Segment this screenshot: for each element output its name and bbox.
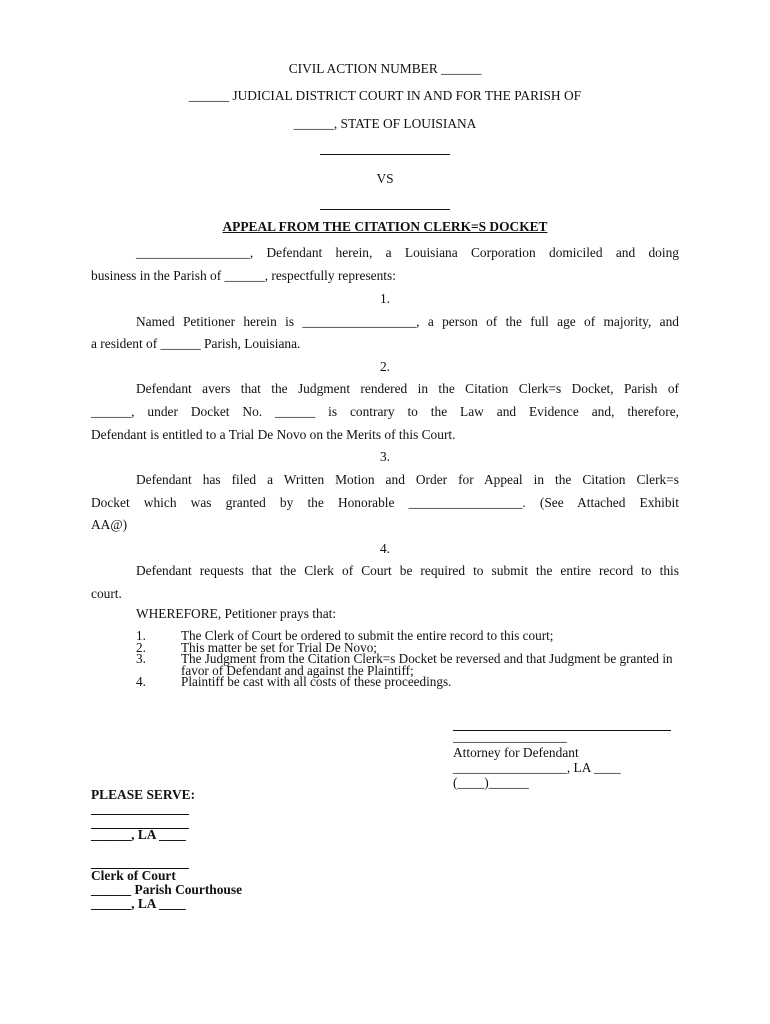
section-1-line-2: a resident of ______ Parish, Louisiana. <box>91 336 301 351</box>
section-3-line-3: AA@) <box>91 517 128 532</box>
section-1-line-1: Named Petitioner herein is _________________, a person of the full age of majority, and <box>136 314 679 329</box>
civil-action-number: CIVIL ACTION NUMBER ______ <box>288 61 482 76</box>
defendant-blank-line <box>320 209 450 210</box>
prayer-item-4 <box>136 676 696 688</box>
wherefore-clause: WHEREFORE, Petitioner prays that: <box>136 606 337 621</box>
clerk-label: Clerk of Court <box>91 868 176 883</box>
prayer-item-3 <box>136 653 696 676</box>
serve-name-line <box>91 814 189 815</box>
section-number-3: 3. <box>379 449 391 464</box>
prayer-text: The Clerk of Court be ordered to submit the entire record to this court; <box>181 628 554 643</box>
intro-line-1: _________________, Defendant herein, a Louisiana Corporation domiciled and doing <box>136 245 679 260</box>
prayer-text: This matter be set for Trial De Novo; <box>181 639 377 655</box>
prayer-text: Plaintiff be cast with all costs of these proceedings. <box>181 674 452 689</box>
prayer-number: 4. <box>136 674 146 689</box>
section-2-line-3: Defendant is entitled to a Trial De Novo on the Merits of this Court. <box>91 427 456 442</box>
section-number-4: 4. <box>379 541 391 556</box>
plaintiff-blank-line <box>320 154 450 155</box>
clerk-courthouse: ______ Parish Courthouse <box>91 882 243 897</box>
signature-name-blank: _________________ <box>453 729 567 744</box>
clerk-city: ______, LA ____ <box>91 896 186 911</box>
section-number-2: 2. <box>379 359 391 374</box>
state-heading: ______, STATE OF LOUISIANA <box>293 116 477 131</box>
section-number-1: 1. <box>379 291 391 306</box>
prayer-text: The Judgment from the Citation Clerk=s Docket be reversed and that Judgment be granted in favor of Defendant and against the Plaintiff; <box>181 651 673 678</box>
document-title: APPEAL FROM THE CITATION CLERK=S DOCKET <box>222 219 548 234</box>
attorney-label: Attorney for Defendant <box>453 745 579 760</box>
versus-label: VS <box>376 171 394 186</box>
please-serve-label: PLEASE SERVE: <box>91 787 196 802</box>
prayer-number: 3. <box>136 651 146 666</box>
section-3-line-2: Docket which was granted by the Honorable _________________. (See Attached Exhibit <box>91 495 679 510</box>
section-2-line-2: ______, under Docket No. ______ is contrary to the Law and Evidence and, therefore, <box>91 404 679 419</box>
intro-line-2: business in the Parish of ______, respectfully represents: <box>91 268 396 283</box>
prayer-number: 2. <box>136 639 146 655</box>
prayer-list <box>136 630 696 688</box>
attorney-phone: (____)______ <box>453 775 529 790</box>
section-4-line-2: court. <box>91 586 122 601</box>
section-2-line-1: Defendant avers that the Judgment rendered in the Citation Clerk=s Docket, Parish of <box>136 381 679 396</box>
serve-city: ______, LA ____ <box>91 827 186 842</box>
attorney-city: _________________, LA ____ <box>453 760 621 775</box>
section-3-line-1: Defendant has filed a Written Motion and Order for Appeal in the Citation Clerk=s <box>136 472 679 487</box>
court-heading: ______ JUDICIAL DISTRICT COURT IN AND FOR THE PARISH OF <box>188 88 582 103</box>
section-4-line-1: Defendant requests that the Clerk of Court be required to submit the entire record to this <box>136 563 679 578</box>
prayer-number: 1. <box>136 628 146 643</box>
